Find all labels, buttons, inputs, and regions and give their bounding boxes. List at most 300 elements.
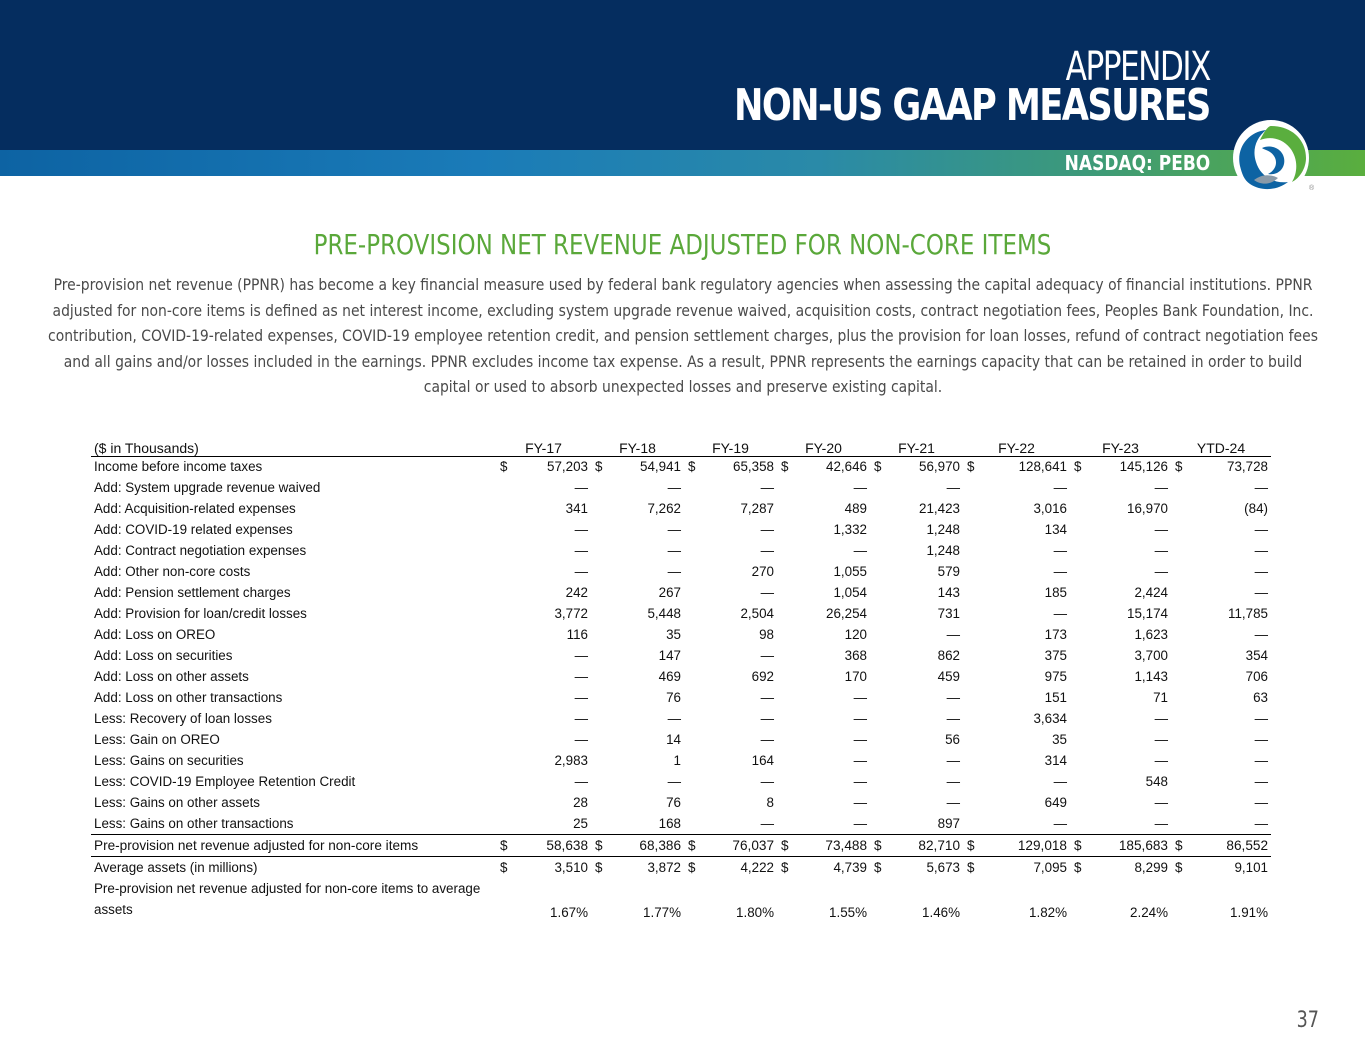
table-cell: 1,623	[1134, 627, 1168, 642]
currency-symbol	[963, 666, 977, 687]
table-cell: —	[667, 543, 681, 558]
table-cell: —	[574, 732, 588, 747]
currency-symbol	[777, 519, 791, 540]
table-cell: 1	[673, 753, 681, 768]
ticker-label: NASDAQ: PEBO	[1064, 151, 1210, 175]
table-cell: —	[574, 690, 588, 705]
currency-symbol	[963, 750, 977, 771]
currency-symbol	[1070, 561, 1084, 582]
currency-symbol	[591, 603, 605, 624]
table-cell: 143	[937, 585, 960, 600]
column-header: FY-23	[1070, 436, 1171, 456]
currency-symbol	[591, 792, 605, 813]
table-cell: 579	[937, 564, 960, 579]
currency-symbol	[684, 813, 698, 834]
table-cell: —	[1053, 480, 1067, 495]
table-cell: —	[946, 711, 960, 726]
table-cell: —	[574, 669, 588, 684]
currency-symbol	[777, 878, 791, 922]
currency-symbol	[777, 561, 791, 582]
table-cell: 5,673	[926, 859, 960, 875]
table-row	[91, 456, 1271, 477]
currency-symbol	[684, 540, 698, 561]
currency-symbol	[684, 645, 698, 666]
table-cell: 73,488	[791, 834, 870, 856]
table-cell: 71	[1153, 690, 1168, 705]
currency-symbol	[1171, 666, 1185, 687]
currency-symbol	[1171, 477, 1185, 498]
currency-symbol	[1171, 582, 1185, 603]
table-cell: —	[574, 711, 588, 726]
table-cell: 25	[573, 815, 588, 831]
currency-symbol	[496, 666, 510, 687]
table-cell: 692	[751, 669, 774, 684]
table-cell: 242	[565, 585, 588, 600]
currency-symbol	[1070, 477, 1084, 498]
table-cell: —	[760, 585, 774, 600]
table-cell: 7,287	[740, 501, 774, 516]
currency-symbol	[1070, 771, 1084, 792]
row-label: Less: Gains on other assets	[94, 795, 260, 810]
currency-symbol: $	[1175, 859, 1183, 875]
currency-symbol	[496, 729, 510, 750]
table-cell: 2,424	[1134, 585, 1168, 600]
currency-symbol: $	[496, 834, 510, 856]
table-cell: 68,386	[605, 834, 684, 856]
table-cell: —	[1053, 564, 1067, 579]
currency-symbol: $	[500, 859, 508, 875]
table-cell: —	[574, 564, 588, 579]
currency-symbol	[963, 477, 977, 498]
currency-symbol	[777, 582, 791, 603]
currency-symbol	[963, 645, 977, 666]
currency-symbol	[777, 477, 791, 498]
currency-symbol	[1171, 519, 1185, 540]
table-cell: 116	[566, 627, 588, 642]
table-cell: 3,016	[1033, 501, 1067, 516]
currency-symbol	[777, 771, 791, 792]
currency-symbol	[777, 813, 791, 834]
table-cell: —	[853, 732, 867, 747]
currency-symbol	[591, 750, 605, 771]
currency-symbol	[496, 624, 510, 645]
table-cell: 368	[844, 648, 867, 663]
currency-symbol	[684, 666, 698, 687]
table-row	[91, 687, 1271, 708]
currency-symbol: $	[963, 834, 977, 856]
table-cell: 4,739	[833, 859, 867, 875]
table-row	[91, 582, 1271, 603]
currency-symbol: $	[967, 459, 975, 475]
currency-symbol	[870, 792, 884, 813]
table-row	[91, 813, 1271, 834]
table-cell: —	[667, 711, 681, 726]
row-label: Less: COVID-19 Employee Retention Credit	[94, 774, 356, 789]
currency-symbol	[870, 498, 884, 519]
currency-symbol	[496, 792, 510, 813]
currency-symbol	[1171, 708, 1185, 729]
currency-symbol	[1171, 878, 1185, 922]
row-label: Less: Gain on OREO	[94, 732, 220, 747]
currency-symbol	[870, 582, 884, 603]
table-cell: 57,203	[547, 459, 588, 475]
currency-symbol	[1070, 729, 1084, 750]
currency-symbol	[1070, 498, 1084, 519]
currency-symbol	[963, 729, 977, 750]
table-cell: 128,641	[1018, 459, 1067, 475]
currency-symbol	[1070, 645, 1084, 666]
table-cell: —	[1254, 753, 1268, 768]
table-cell: 1,054	[833, 585, 867, 600]
currency-symbol	[1171, 771, 1185, 792]
table-cell: 649	[1044, 795, 1067, 810]
table-cell: 3,510	[554, 859, 588, 875]
currency-symbol	[684, 729, 698, 750]
row-label: Add: Acquisition-related expenses	[94, 501, 296, 516]
header-title-main: NON-US GAAP MEASURES	[734, 80, 1210, 131]
table-cell: —	[1053, 774, 1067, 789]
currency-symbol	[591, 561, 605, 582]
row-label: Add: Provision for loan/credit losses	[94, 606, 307, 621]
table-cell: —	[1154, 522, 1168, 537]
table-cell: —	[1254, 480, 1268, 495]
column-header: FY-19	[684, 436, 777, 456]
currency-symbol	[684, 792, 698, 813]
row-label: Less: Gains on securities	[94, 753, 244, 768]
table-cell: 8,299	[1134, 859, 1168, 875]
table-cell: —	[667, 564, 681, 579]
column-header: FY-17	[496, 436, 591, 456]
currency-symbol	[591, 519, 605, 540]
currency-symbol	[1070, 708, 1084, 729]
currency-symbol	[684, 878, 698, 922]
currency-symbol	[1070, 624, 1084, 645]
currency-symbol	[870, 750, 884, 771]
currency-symbol	[1171, 645, 1185, 666]
table-cell: 54,941	[640, 459, 681, 475]
table-cell: 975	[1044, 669, 1067, 684]
currency-symbol	[963, 582, 977, 603]
table-cell: —	[946, 480, 960, 495]
ratio-row	[91, 878, 1271, 922]
currency-symbol	[496, 878, 510, 922]
row-label: Add: Contract negotiation expenses	[94, 543, 307, 558]
currency-symbol	[1171, 540, 1185, 561]
table-cell: 314	[1044, 753, 1067, 768]
currency-symbol: $	[967, 859, 975, 875]
currency-symbol	[870, 624, 884, 645]
table-cell: 1.91%	[1230, 905, 1268, 920]
table-cell: 1,143	[1134, 669, 1168, 684]
currency-symbol: $	[688, 459, 696, 475]
currency-symbol	[496, 603, 510, 624]
table-cell: 26,254	[826, 606, 867, 621]
table-cell: 11,785	[1228, 606, 1268, 621]
currency-symbol	[1070, 540, 1084, 561]
table-cell: —	[1053, 606, 1067, 621]
currency-symbol	[1171, 792, 1185, 813]
currency-symbol	[1070, 582, 1084, 603]
row-label: Add: Pension settlement charges	[94, 585, 291, 600]
currency-symbol	[1171, 561, 1185, 582]
currency-symbol	[684, 603, 698, 624]
row-label: Add: Other non-core costs	[94, 564, 251, 579]
table-cell: 63	[1253, 690, 1268, 705]
table-cell: —	[667, 522, 681, 537]
currency-symbol	[870, 666, 884, 687]
currency-symbol	[496, 645, 510, 666]
table-cell: —	[1254, 774, 1268, 789]
table-cell: —	[1053, 815, 1067, 831]
currency-symbol	[963, 687, 977, 708]
table-cell: 21,423	[919, 501, 960, 516]
table-cell: 42,646	[826, 459, 867, 475]
table-cell: —	[574, 480, 588, 495]
table-cell: 3,634	[1033, 711, 1067, 726]
table-cell: 145,126	[1119, 459, 1168, 475]
table-cell: 2,504	[740, 606, 774, 621]
table-cell: 354	[1245, 648, 1268, 663]
currency-symbol: $	[1175, 459, 1183, 475]
table-cell: —	[1154, 732, 1168, 747]
currency-symbol	[963, 878, 977, 922]
currency-symbol: $	[874, 859, 882, 875]
currency-symbol	[963, 540, 977, 561]
currency-symbol	[1070, 666, 1084, 687]
ppnr-table	[91, 436, 1271, 922]
table-cell: 164	[751, 753, 774, 768]
currency-symbol	[684, 687, 698, 708]
table-cell: —	[853, 795, 867, 810]
currency-symbol	[777, 750, 791, 771]
table-cell: 1.82%	[1029, 905, 1067, 920]
table-cell: 3,772	[554, 606, 588, 621]
currency-symbol	[963, 792, 977, 813]
table-cell: —	[1254, 543, 1268, 558]
table-cell: 56,970	[919, 459, 960, 475]
currency-symbol	[1070, 750, 1084, 771]
table-row	[91, 792, 1271, 813]
table-cell: —	[1254, 815, 1268, 831]
table-cell: 76	[666, 795, 681, 810]
currency-symbol	[684, 498, 698, 519]
table-cell: —	[946, 690, 960, 705]
table-cell: 170	[844, 669, 867, 684]
table-cell: —	[853, 774, 867, 789]
row-label: Pre-provision net revenue adjusted for non-core items to average assets	[94, 881, 481, 917]
table-cell: —	[1254, 732, 1268, 747]
row-label: Less: Recovery of loan losses	[94, 711, 272, 726]
currency-symbol: $	[781, 859, 789, 875]
table-cell: —	[760, 774, 774, 789]
table-cell: —	[667, 480, 681, 495]
table-cell: —	[946, 795, 960, 810]
table-cell: 98	[759, 627, 774, 642]
table-cell: 9,101	[1234, 859, 1268, 875]
table-cell: 147	[658, 648, 681, 663]
currency-symbol	[496, 750, 510, 771]
currency-symbol	[684, 561, 698, 582]
currency-symbol	[1171, 729, 1185, 750]
table-row	[91, 477, 1271, 498]
table-cell: 15,174	[1127, 606, 1168, 621]
row-label: Add: Loss on OREO	[94, 627, 216, 642]
table-cell: 4,222	[740, 859, 774, 875]
currency-symbol	[684, 771, 698, 792]
currency-symbol	[963, 519, 977, 540]
table-cell: —	[853, 480, 867, 495]
table-cell: 706	[1245, 669, 1268, 684]
table-cell: 1.77%	[643, 905, 681, 920]
row-label: Income before income taxes	[94, 459, 263, 475]
table-cell: 73,728	[1227, 459, 1268, 475]
column-header: FY-18	[591, 436, 684, 456]
currency-symbol	[1171, 603, 1185, 624]
table-cell: —	[853, 711, 867, 726]
currency-symbol	[591, 813, 605, 834]
currency-symbol	[684, 750, 698, 771]
currency-symbol	[777, 666, 791, 687]
table-cell: —	[760, 690, 774, 705]
table-cell: 56	[945, 732, 960, 747]
table-cell: 1,055	[833, 564, 867, 579]
currency-symbol	[496, 498, 510, 519]
table-cell: —	[1254, 795, 1268, 810]
table-cell: 5,448	[647, 606, 681, 621]
currency-symbol	[684, 477, 698, 498]
table-cell: 489	[844, 501, 867, 516]
currency-symbol	[591, 498, 605, 519]
table-cell: 35	[1052, 732, 1067, 747]
table-cell: —	[853, 753, 867, 768]
table-cell: 1.46%	[922, 905, 960, 920]
table-cell: —	[1154, 753, 1168, 768]
table-cell: 7,262	[647, 501, 681, 516]
currency-symbol	[591, 878, 605, 922]
table-cell: 1,248	[926, 522, 960, 537]
table-cell: 129,018	[977, 834, 1070, 856]
column-header: YTD-24	[1171, 436, 1271, 456]
table-cell: —	[853, 815, 867, 831]
currency-symbol	[496, 687, 510, 708]
currency-symbol	[870, 477, 884, 498]
table-cell: 469	[658, 669, 681, 684]
column-header: FY-22	[963, 436, 1070, 456]
currency-symbol: $	[874, 459, 882, 475]
table-cell: —	[667, 774, 681, 789]
row-label: Add: COVID-19 related expenses	[94, 522, 293, 537]
currency-symbol	[496, 519, 510, 540]
table-row	[91, 624, 1271, 645]
currency-symbol	[591, 477, 605, 498]
currency-symbol	[591, 708, 605, 729]
table-row	[91, 729, 1271, 750]
svg-text:®: ®	[1309, 185, 1315, 192]
currency-symbol	[684, 519, 698, 540]
table-cell: —	[946, 627, 960, 642]
table-cell: 28	[573, 795, 588, 810]
row-label: Add: Loss on other transactions	[94, 690, 283, 705]
currency-symbol	[496, 561, 510, 582]
currency-symbol: $	[684, 834, 698, 856]
table-cell: —	[574, 774, 588, 789]
currency-symbol	[591, 687, 605, 708]
currency-symbol: $	[595, 459, 603, 475]
table-cell: —	[946, 753, 960, 768]
table-row	[91, 498, 1271, 519]
currency-symbol	[591, 540, 605, 561]
table-row	[91, 750, 1271, 771]
currency-symbol: $	[688, 859, 696, 875]
table-cell: 267	[658, 585, 681, 600]
currency-symbol: $	[1074, 859, 1082, 875]
currency-symbol	[684, 582, 698, 603]
table-cell: 58,638	[510, 834, 591, 856]
currency-symbol: $	[500, 459, 508, 475]
table-cell: 1.67%	[550, 905, 588, 920]
table-row	[91, 708, 1271, 729]
table-cell: 134	[1044, 522, 1067, 537]
currency-symbol: $	[777, 834, 791, 856]
currency-symbol: $	[1171, 834, 1185, 856]
currency-symbol	[591, 624, 605, 645]
currency-symbol	[870, 645, 884, 666]
table-cell: —	[1154, 815, 1168, 831]
table-cell: 1.55%	[829, 905, 867, 920]
currency-symbol	[496, 813, 510, 834]
table-cell: —	[853, 690, 867, 705]
average-assets-row	[91, 856, 1271, 878]
currency-symbol: $	[595, 859, 603, 875]
table-cell: —	[1154, 480, 1168, 495]
table-cell: 3,700	[1134, 648, 1168, 663]
table-row	[91, 771, 1271, 792]
table-cell: —	[1254, 564, 1268, 579]
total-row	[91, 834, 1271, 856]
row-label: Pre-provision net revenue adjusted for non-core items	[91, 834, 496, 856]
currency-symbol: $	[1074, 459, 1082, 475]
table-cell: —	[1254, 711, 1268, 726]
company-logo-icon	[1226, 118, 1316, 198]
units-label: ($ in Thousands)	[91, 436, 496, 456]
currency-symbol: $	[870, 834, 884, 856]
table-row	[91, 645, 1271, 666]
table-cell: 151	[1044, 690, 1067, 705]
table-cell: 168	[658, 815, 681, 831]
table-cell: —	[574, 648, 588, 663]
table-cell: 86,552	[1185, 834, 1271, 856]
table-cell: 7,095	[1033, 859, 1067, 875]
currency-symbol	[870, 771, 884, 792]
row-label: Average assets (in millions)	[94, 859, 258, 875]
table-cell: —	[1254, 585, 1268, 600]
currency-symbol	[1070, 878, 1084, 922]
table-cell: 862	[937, 648, 960, 663]
intro-text: Pre-provision net revenue (PPNR) has become a key financial measure used by federal bank regulatory agencies when assessing the capital adequacy of financial institutions. PPNR adjusted for non-core items is defined as net interest income, excluding system upgrade revenue waived, acquisition costs, contract negotiation fees, Peoples Bank Foundation, Inc. contribution, COVID-19-related expenses, COVID-19 employee retention credit, and pension settlement charges, plus the provision for loan losses, refund of contract negotiation fees and all gains and/or losses included in the earnings. PPNR excludes income tax expense. As a result, PPNR represents the earnings capacity that can be retained in order to build capital or used to absorb unexpected losses and preserve existing capital.	[48, 275, 1318, 396]
currency-symbol	[963, 498, 977, 519]
currency-symbol	[1171, 687, 1185, 708]
table-row	[91, 603, 1271, 624]
table-cell: 76,037	[698, 834, 777, 856]
table-cell: 173	[1044, 627, 1067, 642]
table-cell: 3,872	[647, 859, 681, 875]
currency-symbol	[870, 708, 884, 729]
currency-symbol	[870, 878, 884, 922]
row-label: Add: Loss on other assets	[94, 669, 249, 684]
table-cell: —	[853, 543, 867, 558]
currency-symbol	[591, 771, 605, 792]
table-row	[91, 666, 1271, 687]
